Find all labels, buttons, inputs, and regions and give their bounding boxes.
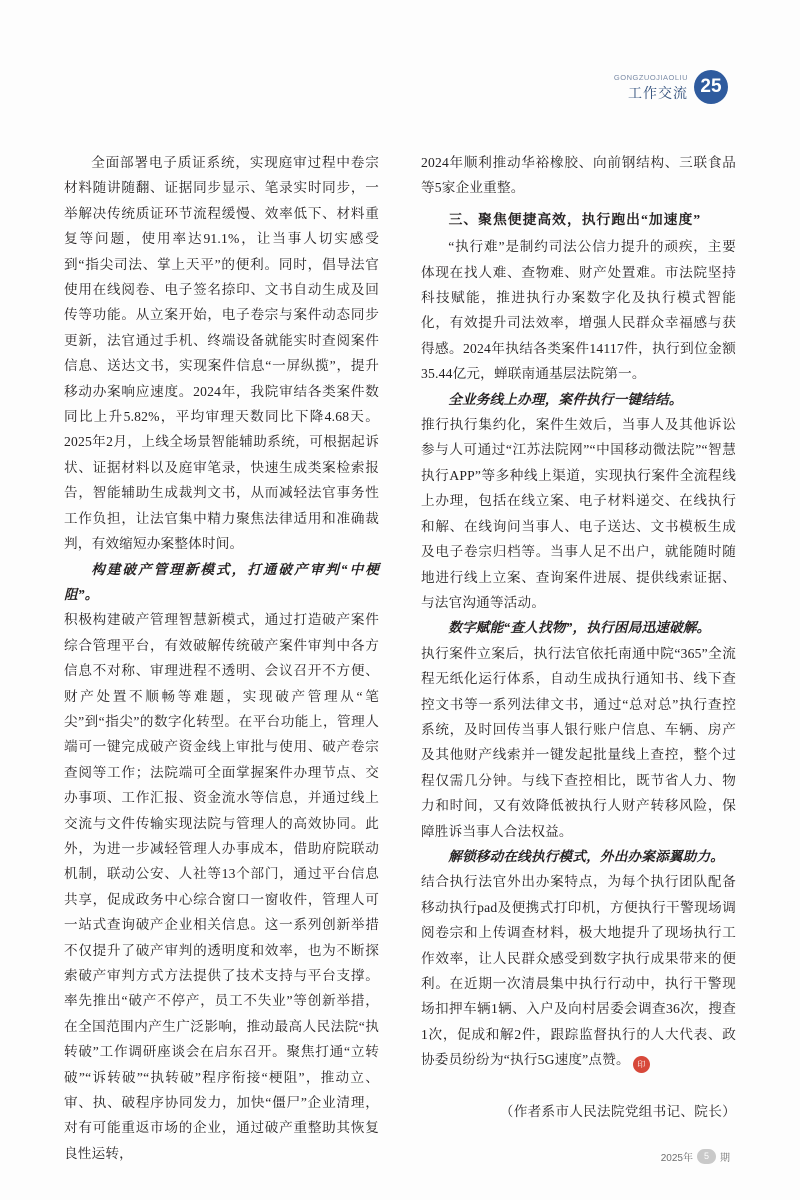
paragraph: 执行案件立案后，执行法官依托南通中院“365”全流程无纸化运行体系，自动生成执行通知书、线下查控文书等一系列法律文书，通过“总对总”执行查控系统，及时回传当事人银行账户信息、车辆、房产及其他财产线索并一键发起批量线上查控，整个过程仅需几分钟。与线下查控相比，既节省人力、物力和时间，又有效降低被执行人财产转移风险，保障胜诉当事人合法权益。 bbox=[421, 645, 736, 839]
paragraph: “执行难”是制约司法公信力提升的顽疾，主要体现在找人难、查物难、财产处置难。市法院坚持科技赋能，推进执行办案数字化及执行模式智能化，有效提升司法效率，增强人民群众幸福感与获得感。2024年执结各类案件14117件，执行到位金额35.44亿元，蝉联南通基层法院第一。 bbox=[421, 239, 736, 382]
footer-issue-suffix: 期 bbox=[720, 1153, 730, 1164]
page-header bbox=[614, 70, 728, 101]
subsection-heading: 构建破产管理新模式，打通破产审判“中梗阻”。 bbox=[64, 561, 379, 602]
page-number-badge: 25 bbox=[694, 70, 728, 104]
footer-year: 2025年 bbox=[660, 1153, 693, 1164]
paragraph: 全面部署电子质证系统，实现庭审过程中卷宗材料随讲随翻、证据同步显示、笔录实时同步，一举解决传统质证环节流程缓慢、效率低下、材料重复等问题，使用率达91.1%，让当事人切实感受到“指尖司法、掌上天平”的便利。同时，倡导法官使用在线阅卷、电子签名捺印、文书自动生成及回传等功能。从立案开始，电子卷宗与案件动态同步更新，法官通过手机、终端设备就能实时查阅案件信息、送达文书，实现案件信息“一屏纵揽”，提升移动办案响应速度。2024年，我院审结各类案件数同比上升5.82%，平均审理天数同比下降4.68天。2025年2月，上线全场景智能辅助系统，可根据起诉状、证据材料以及庭审笔录，快速生成类案检索报告，智能辅助生成裁判文书，从而减轻法官事务性工作负担，让法官集中精力聚焦法律适用和准确裁判，有效缩短办案整体时间。 bbox=[64, 155, 379, 552]
seal-icon: 印 bbox=[633, 1056, 650, 1073]
paragraph-continuation: 2024年顺利推动华裕橡胶、向前钢结构、三联食品等5家企业重整。 bbox=[421, 155, 736, 196]
paragraph: 推行执行集约化，案件生效后，当事人及其他诉讼参与人可通过“江苏法院网”“中国移动微法院”“智慧执行APP”等多种线上渠道，实现执行案件全流程线上办理，包括在线立案、电子材料递交、在线执行和解、在线询问当事人、电子送达、文书模板生成及电子卷宗归档等。当事人足不出户，就能随时随地进行线上立案、查询案件进展、提供线索证据、与法官沟通等活动。 bbox=[421, 417, 736, 610]
author-signature: （作者系市人民法院党组书记、院长） bbox=[499, 1104, 736, 1120]
paragraph: 积极构建破产管理智慧新模式，通过打造破产案件综合管理平台，有效破解传统破产案件审判中各方信息不对称、审理进程不透明、会议召开不方便、财产处置不顺畅等难题，实现破产管理从“笔尖”到“指尖”的数字化转型。在平台功能上，管理人端可一键完成破产资金线上审批与使用、破产卷宗查阅等工作；法院端可全面掌握案件办理节点、交办事项、工作汇报、资金流水等信息，并通过线上交流与文件传输实现法院与管理人的高效协同。此外，为进一步减轻管理人办事成本，借助府院联动机制，联动公安、人社等13个部门，通过平台信息共享，促成政务中心综合窗口一窗收件，管理人可一站式查询破产企业相关信息。这一系列创新举措不仅提升了破产审判的透明度和效率，也为不断探索破产审判方式方法提供了技术支持与平台支撑。率先推出“破产不停产，员工不失业”等创新举措，在全国范围内产生广泛影响，推动最高人民法院“执转破”工作调研座谈会在启东召开。聚焦打通“立转破”“诉转破”“执转破”程序衔接“梗阻”，推动立、审、执、破程序协同发力，加快“僵尸”企业清理，对有可能重返市场的企业，通过破产重整助其恢复良性运转， bbox=[64, 612, 379, 1161]
header-section-title: 工作交流 bbox=[628, 84, 688, 101]
header-title-block bbox=[614, 74, 688, 101]
left-column bbox=[64, 150, 379, 1166]
page-footer bbox=[661, 1149, 730, 1164]
subsection-heading: 解锁移动在线执行模式，外出办案添翼助力。 bbox=[448, 848, 725, 864]
article-body bbox=[64, 150, 736, 1166]
footer-issue-badge: 5 bbox=[697, 1149, 716, 1164]
section-heading: 三、聚焦便捷高效，执行跑出“加速度” bbox=[448, 211, 702, 227]
subsection-heading: 全业务线上办理，案件执行一键结结。 bbox=[448, 391, 683, 407]
right-column bbox=[421, 150, 736, 1166]
header-pinyin: GONGZUOJIAOLIU bbox=[613, 73, 688, 83]
paragraph-text: 结合执行法官外出办案特点，为每个执行团队配备移动执行pad及便携式打印机，方便执行干警现场调阅卷宗和上传调查材料，极大地提升了现场执行工作效率，让人民群众感受到数字执行成果带来的便利。在近期一次清晨集中执行行动中，执行干警现场扣押车辆1辆、入户及向村居委会调查36次，搜查1次，促成和解2件，跟踪监督执行的人大代表、政协委员纷纷为“执行5G速度”点赞。 bbox=[421, 874, 736, 1068]
paragraph-final bbox=[421, 869, 736, 1073]
subsection-heading: 数字赋能“查人找物”，执行困局迅速破解。 bbox=[448, 620, 711, 636]
